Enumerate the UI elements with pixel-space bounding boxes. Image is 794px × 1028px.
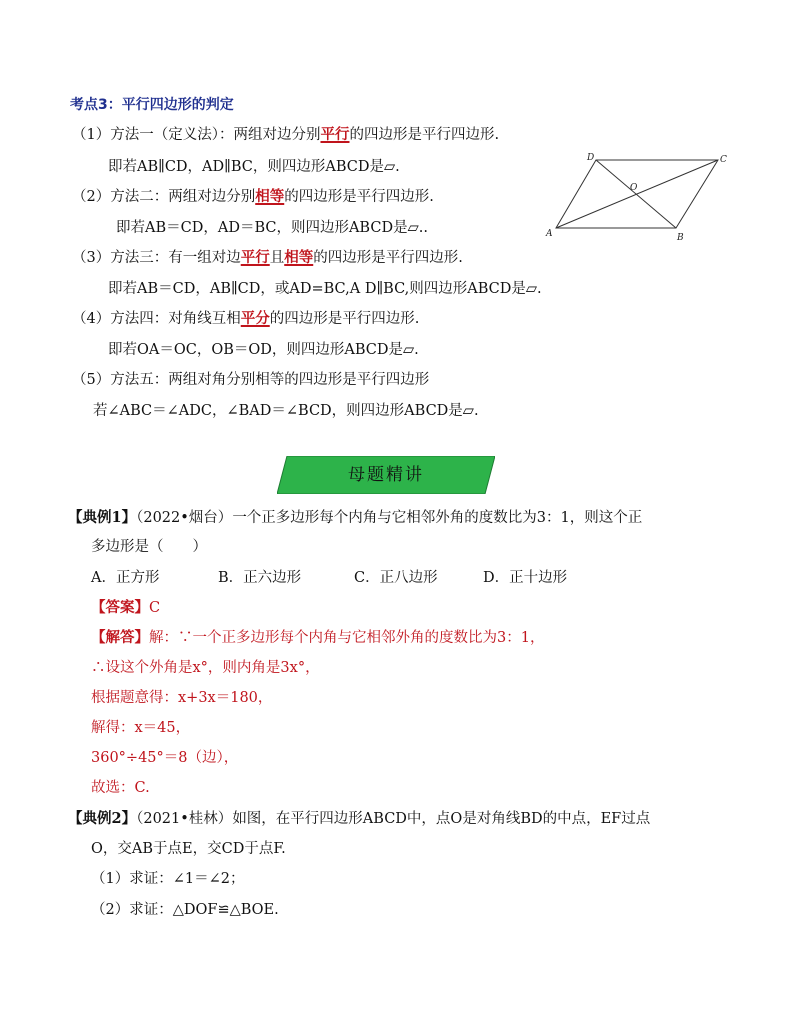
example-1-question-line1: 一个正多边形每个内角与它相邻外角的度数比为3：1，则这个正: [232, 510, 643, 526]
method-3: [72, 246, 463, 267]
example-2-line2: O，交AB于点E，交CD于点F.: [91, 841, 286, 857]
method-4-text-end: 的四边形是平行四边形.: [269, 311, 420, 327]
section-title: 考点3：平行四边形的判定: [70, 97, 234, 113]
label-d: D: [587, 153, 595, 163]
method-2-text: （2）方法二：两组对边分别: [72, 189, 256, 205]
section-banner: [277, 456, 495, 494]
method-5: [72, 368, 429, 389]
answer-value: C: [149, 600, 161, 616]
example-2-tag: 【典例2】: [68, 810, 137, 827]
example-1-solution-line4: 解得：x＝45，: [91, 720, 191, 736]
example-1-answer: [91, 596, 160, 617]
method-3-text: （3）方法三：有一组对边: [72, 250, 241, 266]
example-1-source: （2022•烟台）: [136, 510, 233, 526]
example-1-option-c: C．正八边形: [354, 570, 438, 586]
method-2-keyword: 相等: [255, 188, 285, 205]
parallelogram-diagram: [538, 148, 738, 248]
example-2-line1: 如图，在平行四边形ABCD中，点O是对角线BD的中点，EF过点: [232, 811, 651, 827]
method-4: [72, 307, 419, 328]
method-4-keyword: 平分: [240, 310, 270, 327]
example-1-solution-line1: [91, 626, 544, 647]
example-2-part-2: （2）求证：△DOF≌△BOE.: [91, 902, 279, 918]
method-5-text: （5）方法五：两组对角分别相等的四边形是平行四边形: [72, 372, 430, 388]
diagonal-ac: [556, 160, 718, 228]
example-1-solution-line5: 360°÷45°＝8（边），: [91, 750, 239, 766]
method-3-text-end: 的四边形是平行四边形.: [313, 250, 463, 266]
method-1-example: 即若AB∥CD，AD∥BC，则四边形ABCD是▱.: [108, 159, 400, 175]
label-c: C: [720, 155, 727, 165]
banner-text: 母题精讲: [348, 465, 424, 485]
example-1-option-b: B．正六边形: [218, 570, 302, 586]
example-1-option-d: D．正十边形: [483, 570, 568, 586]
label-b: B: [677, 233, 684, 243]
example-2-source: （2021•桂林）: [136, 811, 233, 827]
method-3-keyword-2: 相等: [284, 249, 314, 266]
method-1-keyword: 平行: [320, 126, 350, 143]
diagonal-bd: [596, 160, 676, 228]
method-2-text-end: 的四边形是平行四边形.: [284, 189, 434, 205]
solution-tag: 【解答】: [91, 629, 149, 646]
example-1-question: [68, 506, 642, 527]
method-1-text-end: 的四边形是平行四边形.: [349, 127, 500, 143]
solution-text: 解：∵一个正多边形每个内角与它相邻外角的度数比为3：1，: [149, 630, 545, 646]
method-3-text-mid: 且: [269, 250, 285, 266]
method-4-example: 即若OA＝OC，OB＝OD，则四边形ABCD是▱.: [108, 342, 419, 358]
method-5-example: 若∠ABC＝∠ADC，∠BAD＝∠BCD，则四边形ABCD是▱.: [93, 403, 479, 419]
example-1-solution-line3: 根据题意得：x+3x＝180，: [91, 690, 273, 706]
example-2-question: [68, 807, 650, 828]
method-2-example: 即若AB＝CD，AD＝BC，则四边形ABCD是▱..: [116, 220, 428, 236]
method-2: [72, 185, 434, 206]
example-1-solution-line6: 故选：C.: [91, 780, 150, 796]
method-3-keyword: 平行: [240, 249, 270, 266]
label-o: O: [630, 183, 638, 193]
example-2-part-1: （1）求证：∠1＝∠2；: [91, 871, 245, 887]
method-4-text: （4）方法四：对角线互相: [72, 311, 241, 327]
method-3-example: 即若AB＝CD，AB∥CD，或AD=BC,A D∥BC,则四边形ABCD是▱.: [108, 281, 542, 297]
method-1-text: （1）方法一（定义法）：两组对边分别: [72, 127, 321, 143]
example-1-tag: 【典例1】: [68, 509, 137, 526]
method-1: [72, 123, 499, 144]
example-1-option-a: A．正方形: [91, 570, 160, 586]
example-1-question-line2: 多边形是（ ）: [91, 539, 207, 555]
label-a: A: [546, 229, 553, 239]
answer-tag: 【答案】: [91, 599, 149, 616]
example-1-solution-line2: ∴设这个外角是x°，则内角是3x°，: [91, 660, 320, 676]
